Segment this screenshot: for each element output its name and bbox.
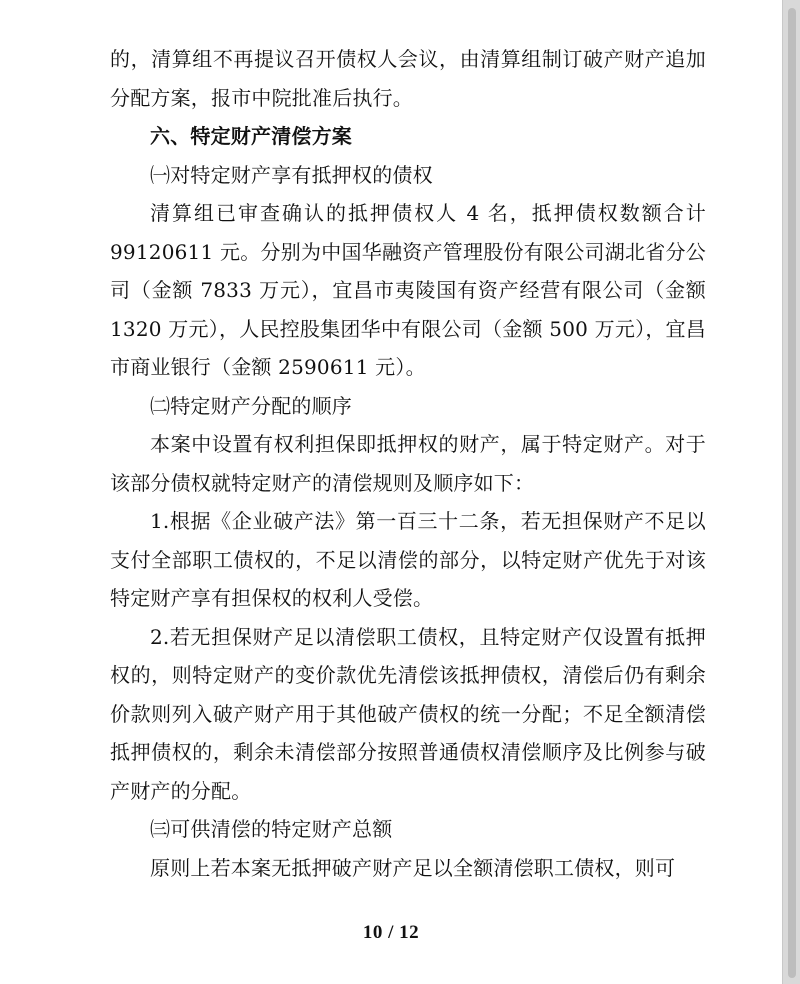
vertical-scrollbar[interactable] bbox=[782, 0, 800, 984]
subsection-heading-3: ㈢可供清偿的特定财产总额 bbox=[150, 817, 393, 841]
scrollbar-thumb[interactable] bbox=[788, 8, 796, 978]
document-body bbox=[110, 40, 706, 887]
paragraph-rule-1: 1.根据《企业破产法》第一百三十二条，若无担保财产不足以支付全部职工债权的，不足以清偿的部分，以特定财产优先于对该特定财产享有担保权的权利人受偿。 bbox=[110, 509, 706, 610]
subsection-heading-2: ㈡特定财产分配的顺序 bbox=[150, 393, 352, 418]
subsection-heading-1: ㈠对特定财产享有抵押权的债权 bbox=[150, 162, 433, 187]
page-number: 10 / 12 bbox=[362, 922, 420, 943]
paragraph-continuation: 的，清算组不再提议召开债权人会议，由清算组制订破产财产追加分配方案，报市中院批准后执行。 bbox=[110, 47, 706, 110]
paragraph-total-amount: 原则上若本案无抵押破产财产足以全额清偿职工债权，则可 bbox=[150, 855, 676, 880]
paragraph-mortgage-creditors: 清算组已审查确认的抵押债权人 4 名，抵押债权数额合计 99120611 元。分别为中国华融资产管理股份有限公司湖北省分公司（金额 7833 万元），宜昌市夷陵国有资产经营有限公司（金额 1320 万元），人民控股集团华中有限公司（金额 500 万元），宜昌市商业银行（金额 2590611 元）。 bbox=[110, 201, 706, 379]
paragraph-specific-property: 本案中设置有权利担保即抵押权的财产，属于特定财产。对于该部分债权就特定财产的清偿规则及顺序如下： bbox=[110, 432, 706, 495]
paragraph-rule-2: 2.若无担保财产足以清偿职工债权，且特定财产仅设置有抵押权的，则特定财产的变价款优先清偿该抵押债权，清偿后仍有剩余价款则列入破产财产用于其他破产债权的统一分配；不足全额清偿抵押债权的，剩余未清偿部分按照普通债权清偿顺序及比例参与破产财产的分配。 bbox=[110, 624, 706, 803]
section-heading: 六、特定财产清偿方案 bbox=[150, 124, 352, 148]
